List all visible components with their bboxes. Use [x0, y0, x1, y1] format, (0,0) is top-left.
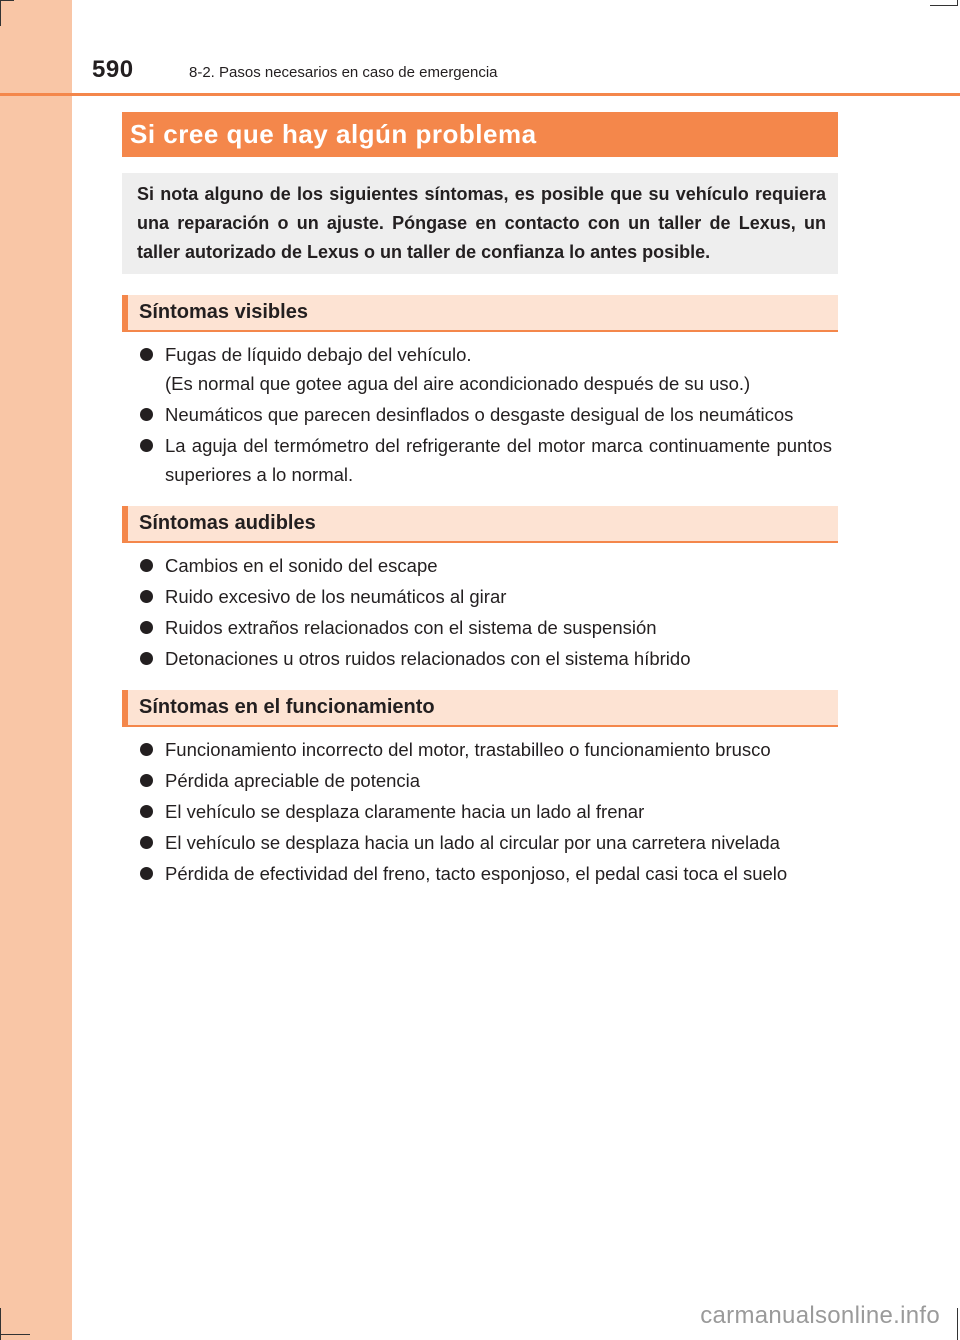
side-color-band — [0, 0, 72, 1340]
list-item — [140, 582, 832, 611]
section-header-operation — [122, 690, 838, 727]
list-item — [140, 340, 832, 398]
bullet-icon — [140, 348, 153, 361]
list-item — [140, 859, 832, 888]
bullet-icon — [140, 836, 153, 849]
list-item — [140, 797, 832, 826]
crop-mark-top-left — [0, 0, 1, 26]
list-item-text: Detonaciones u otros ruidos relacionados con el sistema híbrido — [165, 648, 691, 669]
list-item-text: Funcionamiento incorrecto del motor, trastabilleo o funcionamiento brusco — [165, 739, 771, 760]
bullet-icon — [140, 867, 153, 880]
list-item — [140, 431, 832, 489]
intro-text: Si nota alguno de los siguientes síntomas, es posible que su vehículo requiera una reparación o un ajuste. Póngase en contacto con un taller de Lexus, un taller autorizado de Lexus o un taller de confianza lo antes posible. — [137, 184, 826, 262]
operation-symptoms-list — [140, 735, 832, 890]
footer-watermark-link[interactable]: carmanualsonline.info — [700, 1302, 940, 1329]
intro-box — [122, 173, 838, 274]
list-item-text: Fugas de líquido debajo del vehículo. — [165, 344, 472, 365]
list-item-text: Pérdida de efectividad del freno, tacto esponjoso, el pedal casi toca el suelo — [165, 863, 788, 884]
bullet-icon — [140, 559, 153, 572]
section-header-visible — [122, 295, 838, 332]
bullet-icon — [140, 743, 153, 756]
list-item-text: La aguja del termómetro del refrigerante del motor marca continuamente puntos superiores a lo normal. — [165, 435, 832, 485]
page-title: Si cree que hay algún problema — [130, 119, 537, 149]
list-item-text: Neumáticos que parecen desinflados o desgaste desigual de los neumáticos — [165, 404, 794, 425]
main-title-bar — [122, 112, 838, 157]
list-item — [140, 551, 832, 580]
section-title: Síntomas visibles — [139, 301, 308, 323]
crop-mark-bottom-left — [0, 1308, 1, 1340]
section-title: Síntomas audibles — [139, 512, 316, 534]
list-item-text: Ruido excesivo de los neumáticos al girar — [165, 586, 507, 607]
bullet-icon — [140, 621, 153, 634]
list-item — [140, 828, 832, 857]
crop-mark-top-right-h — [930, 5, 958, 6]
list-item-text: El vehículo se desplaza claramente hacia un lado al frenar — [165, 801, 645, 822]
list-item-text: Ruidos extraños relacionados con el sistema de suspensión — [165, 617, 657, 638]
bullet-icon — [140, 805, 153, 818]
bullet-icon — [140, 774, 153, 787]
page-number: 590 — [92, 56, 134, 83]
list-item-text: El vehículo se desplaza hacia un lado al circular por una carretera nivelada — [165, 832, 780, 853]
list-item-text: Pérdida apreciable de potencia — [165, 770, 421, 791]
list-item — [140, 613, 832, 642]
section-title: Síntomas en el funcionamiento — [139, 696, 435, 718]
bullet-icon — [140, 590, 153, 603]
list-item-note: (Es normal que gotee agua del aire acondicionado después de su uso.) — [165, 373, 751, 394]
bullet-icon — [140, 652, 153, 665]
audible-symptoms-list — [140, 551, 832, 675]
section-breadcrumb: 8-2. Pasos necesarios en caso de emergencia — [189, 64, 498, 81]
list-item — [140, 766, 832, 795]
list-item — [140, 735, 832, 764]
header-divider — [0, 93, 960, 96]
crop-mark-bottom-right — [957, 1308, 958, 1340]
bullet-icon — [140, 439, 153, 452]
list-item-text: Cambios en el sonido del escape — [165, 555, 438, 576]
visible-symptoms-list — [140, 340, 832, 491]
list-item — [140, 400, 832, 429]
bullet-icon — [140, 408, 153, 421]
crop-mark-bottom-left-h — [0, 1334, 30, 1335]
list-item — [140, 644, 832, 673]
section-header-audible — [122, 506, 838, 543]
crop-mark-top-left-h — [0, 0, 14, 1]
